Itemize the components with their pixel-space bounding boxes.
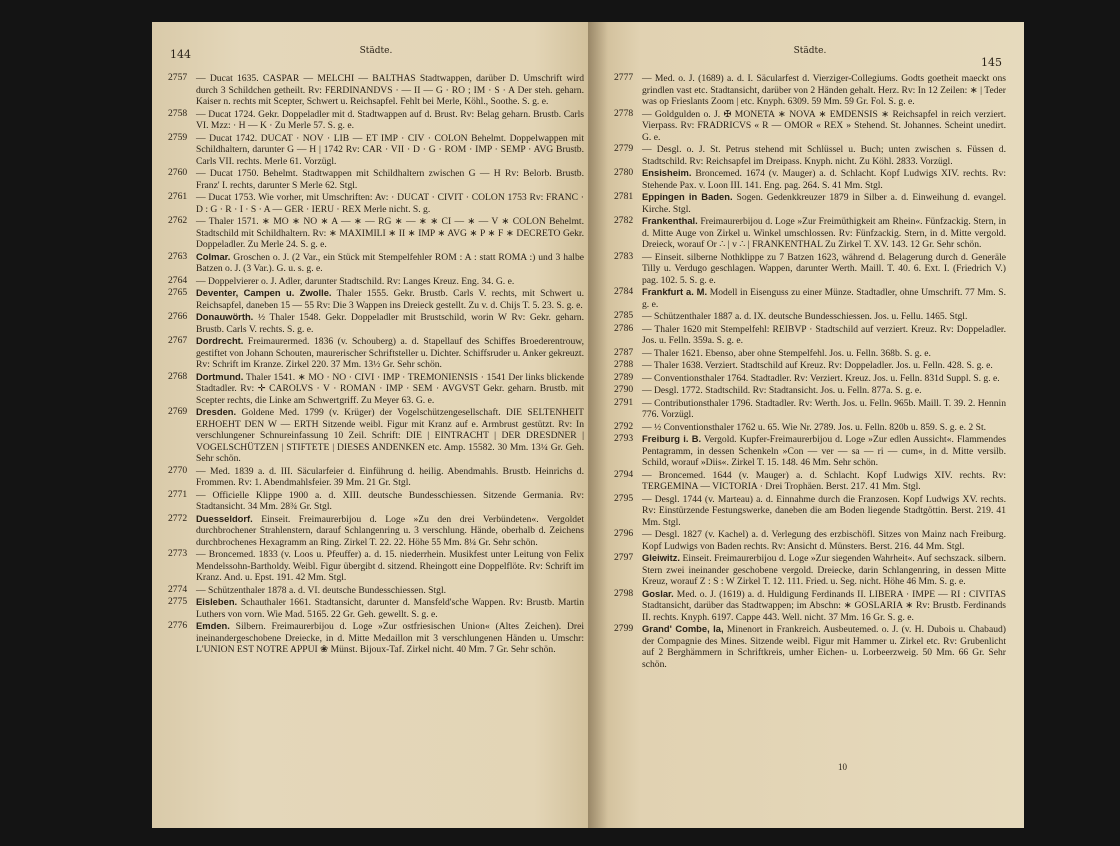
- entry-description: Thaler 1541. ∗ MO · NO · CIVI · IMP · TREMONIENSIS · 1541 Der links blickende Stadtadler. Rv: ✛ CAROLVS · V · ROMAN · IMP · SEM · AVGVST Gekr. geharn. Brustb. mit Scepter rechts, die Linke am Schwertgriff. Zu Meyer 63. G. e.: [196, 371, 584, 406]
- entry-description: Silbern. Freimaurerbijou d. Loge »Zur ostfriesischen Union« (Altes Zeichen). Drei ineinandergeschobene Dreiecke, in d. Mitte Medaillon mit 3 verschlungenen Händen u. Umschr: L'UNION EST NOTRE APPUI ❀ Münst. Bijoux-Taf. Zirkel nicht. 40 Mm. 7 Gr. Sehr schön.: [196, 621, 584, 655]
- entry-place: Deventer, Campen u. Zwolle.: [196, 287, 332, 298]
- entry-number: 2764: [168, 274, 188, 286]
- left-page: [152, 22, 602, 828]
- entry-text: [642, 359, 1006, 372]
- entry-description: Goldene Med. 1799 (v. Krüger) der Vogelschützengesellschaft. DIE SELTENHEIT ERHOEHT DEN W — ERTH Sitzende weibl. Figur mit Kranz auf e. Armbrust gestützt. Rv: In verschlungener Schnureinfassung 10 Zeil. Schrift: DIE | EINTRACHT | DER DRESDNER | VOGELSCHÜTZEN | STIFTETE | DIESES ANDENKEN etc. Amp. 15582. 30 Mm. 13¼ Gr. Geh. Sehr schön.: [196, 407, 584, 464]
- entry-description: — Conventionsthaler 1764. Stadtadler. Rv: Verziert. Kreuz. Jos. u. Felln. 831d Suppl. S. g. e.: [642, 372, 1000, 384]
- entry-text: [196, 215, 584, 251]
- catalog-entry: [168, 406, 584, 465]
- entry-number: 2774: [168, 583, 188, 595]
- entry-number: 2789: [614, 371, 634, 383]
- entry-description: — Schützenthaler 1878 a. d. VI. deutsche Bundesschiessen. Stgl.: [196, 584, 447, 596]
- entry-number: 2771: [168, 488, 188, 500]
- entry-text: [642, 397, 1006, 421]
- entry-number: 2759: [168, 131, 188, 143]
- entry-description: — Broncemed. 1644 (v. Mauger) a. d. Schlacht. Kopf Ludwigs XIV. rechts. Rv: TERGEMINA — VICTORIA · Drei Trophäen. Berst. 217. 41 Mm. Stgl.: [642, 469, 1006, 492]
- entry-number: 2786: [614, 322, 634, 334]
- entry-description: Med. o. J. (1619) a. d. Huldigung Ferdinands II. LIBERA · IMPE — RI : CIVITAS Stadtansicht, darüber das Stadtwappen; im Abschn: ∗ GOSLARIA ∗ Rv: Brustb. Ferdinands II. rechts. Knyph. 6197. Cappe 443. Well. nicht. 37 Mm. 16 Gr. S. g. e.: [642, 588, 1006, 623]
- entry-number: 2790: [614, 384, 634, 395]
- entry-description: Freimaurerbijou d. Loge »Zur Freimüthigkeit am Rhein«. Fünfzackig. Stern, in d. Mitte Auge von Zirkel u. Winkel umschlossen. Rv: Fünfzackig. Stern, in d. Mitte vergold. Dreieck, worauf Or ∴ | v ∴ | FRANKENTHAL Zu Zirkel T. XV. 143. 12 Gr. Sehr schön.: [642, 216, 1006, 250]
- entry-place: Duesseldorf.: [196, 512, 253, 524]
- catalog-entry: [614, 143, 1006, 167]
- catalog-entry: [614, 347, 1006, 360]
- entry-number: 2773: [168, 548, 188, 559]
- right-page: [588, 22, 1024, 828]
- entry-text: [196, 584, 584, 597]
- entry-text: [196, 596, 584, 620]
- entry-place: Colmar.: [196, 250, 231, 262]
- page-number: 145: [981, 56, 1002, 69]
- entry-description: Vergold. Kupfer-Freimaurerbijou d. Loge »Zur edlen Aussicht«. Flammendes Pentagramm, in dessen Schenkeln »Con — ver — sa — ri — cum«, in d. Mitte versilb. Schild, worauf »Diis«. Zirkel T. 15. 148. 46 Mm. Sehr schön.: [642, 434, 1006, 468]
- catalog-entry: [168, 620, 584, 656]
- catalog-entry: [168, 335, 584, 371]
- entry-text: [642, 72, 1006, 108]
- running-head: Städte.: [793, 46, 827, 56]
- entry-number: 2796: [614, 528, 634, 539]
- entry-description: — Broncemed. 1833 (v. Loos u. Pfeuffer) a. d. 15. niederrhein. Musikfest unter Leitung von Felix Mendelssohn-Bartholdy. Weibl. Figur übergibt d. sitzend. Rheingott eine Doppelflöte. Rv: Schrift im Kranz. And. u. Epst. 191. 42 Mm. Stgl.: [196, 549, 584, 583]
- entry-number: 2798: [614, 587, 634, 599]
- entry-number: 2770: [168, 464, 188, 476]
- entry-number: 2778: [614, 107, 634, 119]
- catalog-entry: [168, 489, 584, 513]
- book-gutter: [588, 22, 608, 828]
- entry-description: — Med. 1839 a. d. III. Säcularfeier d. Einführung d. heilig. Abendmahls. Brustb. Heinrichs d. Frommen. Rv: 1. Abendmahlsfeier. 39 Mm. 21 Gr. Stgl.: [196, 465, 584, 488]
- entry-place: Ensisheim.: [642, 167, 692, 178]
- entry-text: [196, 287, 584, 311]
- entry-description: — Ducat 1753. Wie vorher, mit Umschriften: Av: · DUCAT · CIVIT · COLON 1753 Rv: FRANC · D : G · R · I · S · A — GER · IERU · REX Merle nicht. S. g.: [196, 192, 584, 215]
- entry-description: — Desgl. o. J. St. Petrus stehend mit Schlüssel u. Buch; unten zwischen s. Füssen d. Stadtschild. Rv: Reichsapfel im Dreipass. Knyph. nicht. Zu Köhl. 2833. Vorzügl.: [642, 144, 1006, 167]
- catalog-entry: [168, 465, 584, 489]
- entry-description: — Doppelvierer o. J. Adler, darunter Stadtschild. Rv: Langes Kreuz. Eng. 34. G. e.: [196, 275, 515, 287]
- entry-text: [642, 167, 1006, 191]
- entry-description: Schauthaler 1661. Stadtansicht, darunter d. Mansfeld'sche Wappen. Rv: Brustb. Martin Luthers von vorn. Wie Mad. 5165. 22 Gr. Geh. gewellt. S. g. e.: [196, 597, 584, 620]
- entry-place: Frankfurt a. M.: [642, 286, 708, 297]
- entry-number: 2763: [168, 250, 188, 262]
- entry-description: — Ducat 1750. Behelmt. Stadtwappen mit Schildhaltern zwischen G — H Rv: Belorb. Brustb. Franz' I. rechts, darunter S Merle 62. Stgl.: [196, 168, 584, 191]
- entry-number: 2785: [614, 310, 634, 321]
- catalog-entry: [614, 384, 1006, 397]
- entry-number: 2784: [614, 286, 634, 297]
- entry-description: — Contributionsthaler 1796. Stadtadler. Rv: Werth. Jos. u. Felln. 965b. Maill. T. 39. 2. Hennin 776. Vorzügl.: [642, 397, 1006, 420]
- catalog-entry: [614, 286, 1006, 310]
- right-page-header: [614, 42, 1006, 72]
- catalog-entry: [614, 421, 1006, 434]
- entry-text: [642, 623, 1006, 670]
- entry-description: Thaler 1555. Gekr. Brustb. Carls V. rechts, mit Schwert u. Reichsapfel, daneben 15 — 55 Rv: Die 3 Wappen ins Dreieck gestellt. Zu v. d. Chijs T. 5. 23. S. g. e.: [196, 288, 584, 311]
- entry-number: 2781: [614, 191, 634, 202]
- entry-list: [168, 72, 584, 656]
- entry-number: 2780: [614, 167, 634, 178]
- entry-place: Dordrecht.: [196, 335, 244, 346]
- entry-text: [642, 215, 1006, 251]
- entry-description: — Thaler 1638. Verziert. Stadtschild auf Kreuz. Rv: Doppeladler. Jos. u. Felln. 428. S. g. e.: [642, 360, 993, 371]
- catalog-entry: [614, 215, 1006, 251]
- entry-number: 2761: [168, 191, 188, 202]
- entry-text: [642, 251, 1006, 287]
- catalog-entry: [168, 584, 584, 597]
- entry-description: — Desgl. 1772. Stadtschild. Rv: Stadtansicht. Jos. u. Felln. 877a. S. g. e.: [642, 385, 922, 396]
- entry-text: [196, 167, 584, 191]
- running-head: Städte.: [359, 46, 393, 56]
- catalog-entry: [168, 215, 584, 251]
- entry-text: [642, 286, 1006, 310]
- entry-number: 2782: [614, 215, 634, 226]
- catalog-entry: [614, 359, 1006, 372]
- entry-text: [196, 132, 584, 168]
- entry-number: 2766: [168, 311, 188, 322]
- entry-text: [196, 311, 584, 335]
- catalog-entry: [614, 372, 1006, 385]
- entry-description: — Thaler 1620 mit Stempelfehl: REIBVP · Stadtschild auf verziert. Kreuz. Rv: Doppeladler. Jos. u. Felln. 359a. S. g. e.: [642, 323, 1006, 346]
- entry-text: [196, 465, 584, 489]
- catalog-entry: [168, 275, 584, 288]
- entry-place: Eisleben.: [196, 596, 238, 607]
- entry-number: 2769: [168, 406, 188, 417]
- entry-number: 2797: [614, 552, 634, 563]
- entry-text: [642, 421, 1006, 434]
- entry-description: Modell in Eisenguss zu einer Münze. Stadtadler, ohne Umschrift. 77 Mm. S. g. e.: [642, 287, 1007, 310]
- entry-description: — Desgl. 1744 (v. Marteau) a. d. Einnahme durch die Franzosen. Kopf Ludwigs XV. rechts. Rv: Einstürzende Festungswerke, daneben die am Boden liegende Stadtgöttin. Berst. 219. 41 Mm. Stgl.: [642, 493, 1006, 528]
- entry-description: Broncemed. 1674 (v. Mauger) a. d. Schlacht. Kopf Ludwigs XIV. rechts. Rv: Stehende Pax. v. Loon III. 141. Eng. pag. 264. S. 41 Mm. Stgl.: [642, 168, 1006, 191]
- entry-text: [642, 347, 1006, 360]
- entry-text: [196, 191, 584, 215]
- entry-text: [196, 108, 584, 132]
- entry-number: 2777: [614, 72, 634, 83]
- catalog-entry: [168, 371, 584, 407]
- entry-number: 2767: [168, 335, 188, 346]
- entry-description: — Officielle Klippe 1900 a. d. XIII. deutsche Bundesschiessen. Sitzende Germania. Rv: Stadtansicht. 34 Mm. 28¾ Gr. Stgl.: [196, 489, 584, 512]
- entry-description: — Ducat 1635. CASPAR — MELCHI — BALTHAS Stadtwappen, darüber D. Umschrift wird durch 3 Schildchen getheilt. Rv: FERDINANDVS · — II — G · RO ; IM · S · A Der steh. geharn. Kaiser n. rechts mit Scepter, Schwert u. Reichsapfel. Fehlt bei Merle, Köhl., Soothe. S. g. e.: [196, 73, 584, 107]
- catalog-entry: [168, 132, 584, 168]
- entry-number: 2799: [614, 623, 634, 634]
- entry-text: [196, 275, 584, 288]
- catalog-entry: [168, 251, 584, 275]
- entry-number: 2795: [614, 492, 634, 504]
- catalog-entry: [614, 191, 1006, 215]
- entry-text: [642, 433, 1006, 469]
- entry-number: 2776: [168, 620, 188, 631]
- entry-text: [196, 513, 584, 549]
- catalog-entry: [614, 469, 1006, 493]
- entry-description: — Schützenthaler 1887 a. d. IX. deutsche Bundesschiessen. Jos. u. Fellu. 1465. Stgl.: [642, 311, 968, 322]
- entry-text: [642, 588, 1006, 624]
- entry-text: [642, 108, 1006, 144]
- catalog-entry: [614, 310, 1006, 323]
- entry-text: [196, 620, 584, 656]
- entry-description: — Desgl. 1827 (v. Kachel) a. d. Verlegung des erzbischöfl. Sitzes von Mainz nach Freiburg. Kopf Ludwigs von Baden rechts. Rv: Ansicht d. Münsters. Berst. 216. 44 Mm. Stgl.: [642, 529, 1006, 552]
- entry-description: — Goldgulden o. J. ✠ MONETA ∗ NOVA ∗ EMDENSIS ∗ Reichsapfel in reich verziert. Vierpass. Rv: FRADRICVS « R — OMOR « REX » Stehend. St. Johannes. Scheint unedirt. G. e.: [642, 108, 1006, 143]
- catalog-entry: [168, 596, 584, 620]
- entry-description: Einseit. Freimaurerbijou d. Loge »Zu den drei Verbündeten«. Vergoldet durchbrochener Strahlenstern, darauf Schlangenring u. 3 verschlung. Hände, oberhalb d. Zeichens durchbrochenes Hexagramm an Ring. Zirkel T. 22. 22. Höhe 55 Mm. 8¼ Gr. Sehr schön.: [196, 513, 585, 548]
- entry-number: 2762: [168, 215, 188, 226]
- entry-description: — Med. o. J. (1689) a. d. I. Säcularfest d. Vierziger-Collegiums. Godts goetheit maeckt ons grindlen vast etc. Stadtansicht, darüber von 2 Händen gehalt. Herz. Rv: In 12 Zeilen: ∗ | Teder was op Frieslants Zoom | etc. Knyph. 6309. 59 Mm. 59 Gr. Fol. S. g. e.: [642, 73, 1006, 107]
- entry-text: [642, 552, 1006, 588]
- entry-number: 2760: [168, 167, 188, 178]
- catalog-entry: [168, 548, 584, 584]
- catalog-entry: [168, 191, 584, 215]
- catalog-entry: [614, 528, 1006, 552]
- catalog-entry: [168, 72, 584, 108]
- entry-description: Minenort in Frankreich. Ausbeutemed. o. J. (v. H. Dubois u. Chabaud) der Compagnie des Mines. Sitzende weibl. Figur mit Hammer u. Zirkel etc. Rv: Grubenlicht auf 2 Berghämmern in Schriftkreis, umher Eichen- u. Lorbeerzweig. 50 Mm. 66 Gr. Sehr schön.: [642, 624, 1006, 670]
- entry-text: [642, 143, 1006, 167]
- entry-number: 2794: [614, 468, 634, 480]
- entry-text: [642, 310, 1006, 323]
- entry-text: [196, 489, 584, 513]
- entry-text: [642, 372, 1006, 385]
- entry-text: [642, 384, 1006, 397]
- entry-description: ½ Thaler 1548. Gekr. Doppeladler mit Brustschild, worin W Rv: Gekr. geharn. Brustb. Carls V. rechts. S. g. e.: [196, 312, 584, 335]
- page-number: 144: [170, 48, 191, 61]
- entry-number: 2765: [168, 287, 188, 298]
- catalog-entry: [168, 513, 584, 549]
- entry-text: [642, 323, 1006, 347]
- entry-place: Grand' Combe, la,: [642, 623, 724, 634]
- catalog-entry: [614, 493, 1006, 529]
- catalog-entry: [614, 251, 1006, 287]
- entry-place: Dresden.: [196, 406, 237, 417]
- entry-description: Einseit. Freimaurerbijou d. Loge »Zur siegenden Wahrheit«. Auf sechszack. silbern. Stern zwei ineinander geschobene vergold. Dreiecke, darin Schlangenring, in dessen Mitte Kreuz, worauf Z : S : W Zirkel T. 12. 111. Fried. u. Seg. nicht. Höhe 46 Mm. S. g. e.: [642, 553, 1006, 587]
- entry-place: Donauwörth.: [196, 311, 254, 322]
- entry-text: [642, 493, 1006, 529]
- entry-text: [196, 371, 584, 407]
- entry-description: — Einseit. silberne Nothklippe zu 7 Batzen 1623, während d. Belagerung durch d. Generäle Tilly u. Verdugo geschlagen. Wappen, darunter Werth. Maill. T. 40. 6. Ext. I. (Friedrich V.) pag. 102. 5. S. g. e.: [642, 251, 1006, 286]
- entry-number: 2758: [168, 107, 188, 119]
- left-page-header: [168, 42, 584, 72]
- entry-text: [642, 528, 1006, 552]
- entry-description: — Thaler 1621. Ebenso, aber ohne Stempelfehl. Jos. u. Felln. 368b. S. g. e.: [642, 347, 931, 359]
- entry-text: [196, 548, 584, 584]
- entry-place: Eppingen in Baden.: [642, 191, 733, 202]
- signature-mark: 10: [838, 762, 847, 772]
- entry-description: Groschen o. J. (2 Var., ein Stück mit Stempelfehler ROM : A : statt ROMA :) und 3 halbe Batzen o. J. (3 Var.). G. u. s. g. e.: [196, 251, 584, 274]
- entry-place: Emden.: [196, 620, 230, 631]
- entry-text: [196, 72, 584, 108]
- entry-number: 2788: [614, 359, 634, 370]
- entry-number: 2757: [168, 72, 188, 83]
- entry-text: [196, 335, 584, 371]
- catalog-entry: [168, 167, 584, 191]
- entry-number: 2775: [168, 596, 188, 607]
- catalog-entry: [168, 311, 584, 335]
- entry-number: 2787: [614, 346, 634, 358]
- entry-number: 2768: [168, 370, 188, 382]
- catalog-entry: [614, 323, 1006, 347]
- catalog-entry: [614, 167, 1006, 191]
- entry-description: Sogen. Gedenkkreuzer 1879 in Silber a. d. Einweihung d. evangel. Kirche. Stgl.: [642, 192, 1006, 215]
- entry-number: 2772: [168, 512, 188, 524]
- entry-description: — Thaler 1571. ∗ MO ∗ NO ∗ A — ∗ — RG ∗ — ∗ ∗ CI — ∗ — V ∗ COLON Behelmt. Stadtschild mit Schildhaltern. Rv: ∗ MAXIMILI ∗ II ∗ IMP ∗ AVG ∗ P ∗ F ∗ DECRETO Gekr. Doppeladler. Zu Merle 24. S. g. e.: [196, 216, 584, 250]
- entry-place: Frankenthal.: [642, 215, 698, 226]
- entry-number: 2792: [614, 420, 634, 432]
- catalog-entry: [614, 623, 1006, 670]
- entry-text: [642, 191, 1006, 215]
- entry-list: [614, 72, 1006, 670]
- catalog-entry: [614, 433, 1006, 469]
- entry-number: 2783: [614, 250, 634, 262]
- entry-number: 2791: [614, 396, 634, 408]
- entry-text: [196, 251, 584, 275]
- entry-description: Freimaurermed. 1836 (v. Schouberg) a. d. Stapellauf des Schiffes Broederentrouw, gestiftet von Johann Schouten, maurerischer Schriftsteller u. Dichter. Schiffsruder u. Anker gekreuzt. Rv: Schrift im Kranze. Zirkel 220. 37 Mm. 13½ Gr. Sehr schön.: [196, 336, 584, 370]
- entry-number: 2793: [614, 433, 634, 444]
- entry-description: — Ducat 1724. Gekr. Doppeladler mit d. Stadtwappen auf d. Brust. Rv: Belag geharn. Brustb. Carls VI. Mzz: · H — K · Zu Merle 57. S. g. e.: [196, 108, 584, 131]
- catalog-entry: [614, 108, 1006, 144]
- catalog-entry: [614, 397, 1006, 421]
- catalog-entry: [168, 108, 584, 132]
- entry-number: 2779: [614, 143, 634, 154]
- entry-description: — ½ Conventionsthaler 1762 u. 65. Wie Nr. 2789. Jos. u. Felln. 820b u. 859. S. g. e. 2 St.: [642, 421, 987, 433]
- entry-text: [642, 469, 1006, 493]
- entry-place: Goslar.: [642, 587, 674, 599]
- catalog-entry: [614, 588, 1006, 624]
- entry-place: Freiburg i. B.: [642, 433, 702, 444]
- entry-place: Dortmund.: [196, 370, 244, 382]
- catalog-entry: [168, 287, 584, 311]
- catalog-entry: [614, 72, 1006, 108]
- entry-place: Gleiwitz.: [642, 552, 681, 563]
- entry-text: [196, 406, 584, 465]
- catalog-entry: [614, 552, 1006, 588]
- entry-description: — Ducat 1742. DUCAT · NOV · LIB — ET IMP · CIV · COLON Behelmt. Doppelwappen mit Schildhaltern, darunter G — H | 1742 Rv: CAR · VII · D · G · ROM · IMP · SEMP · AVG Brustb. Carls VII. rechts. Merle 61. Vorzügl.: [196, 132, 584, 167]
